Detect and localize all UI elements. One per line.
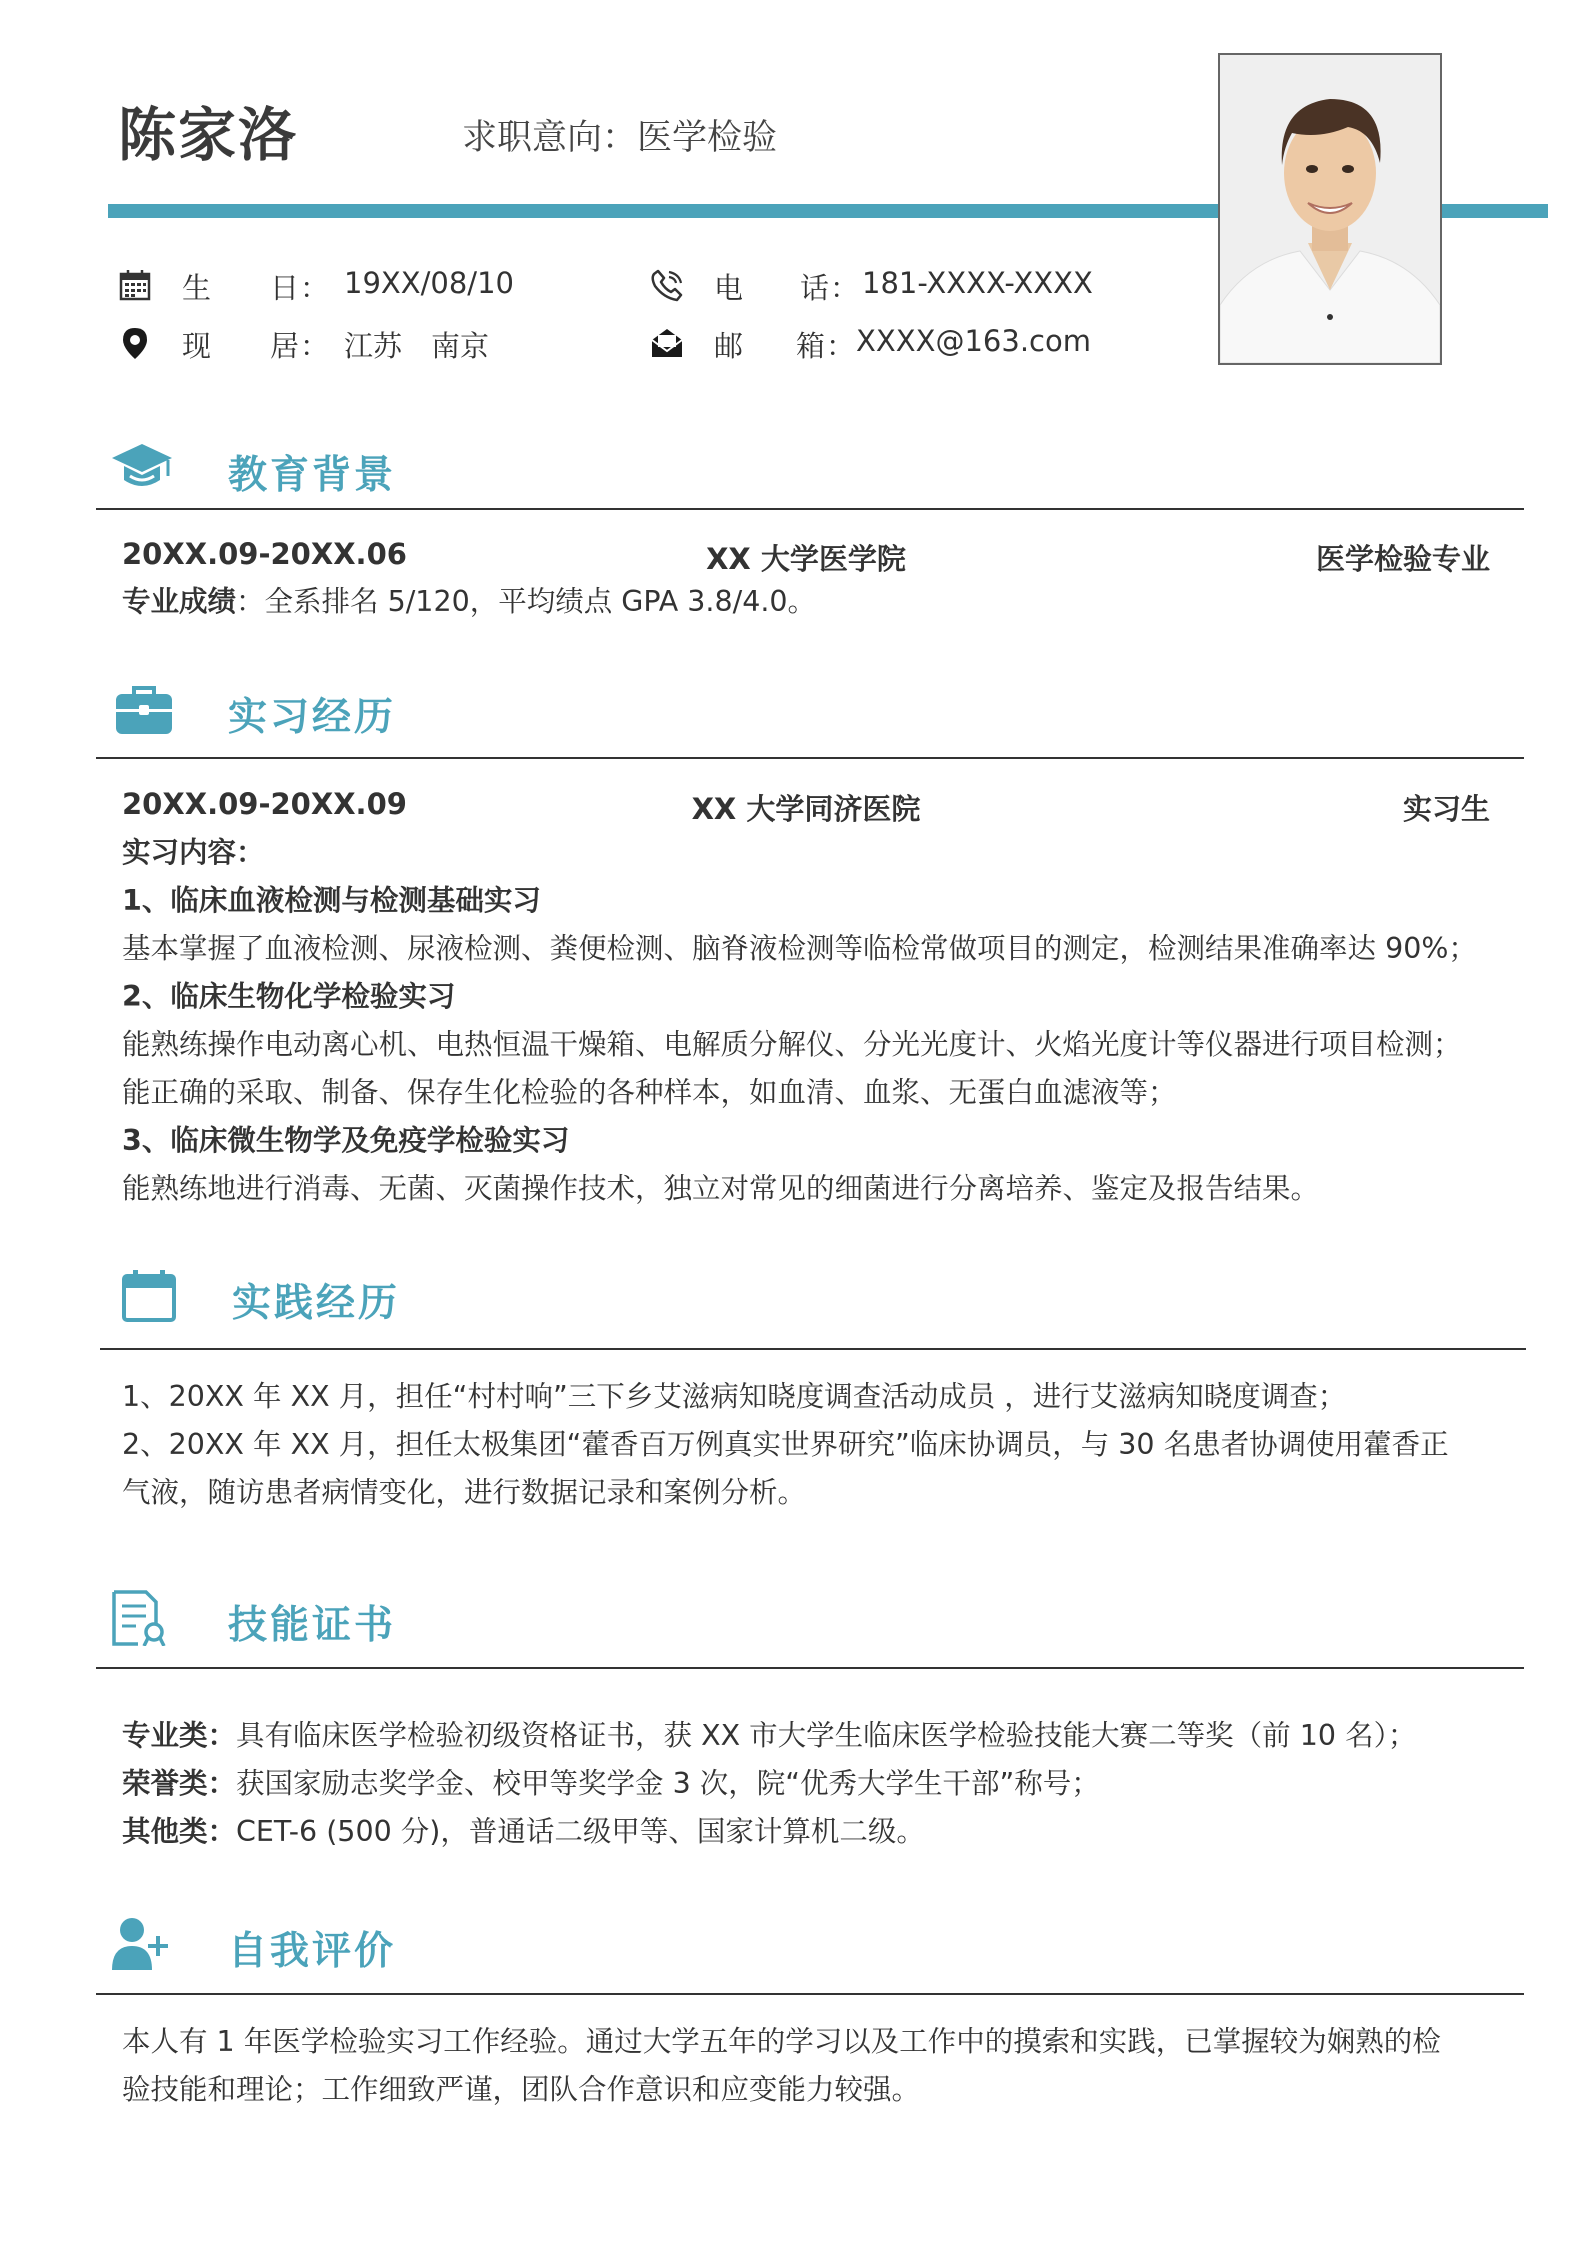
internship-item-heading: 1、临床血液检测与检测基础实习	[122, 884, 541, 917]
score-text: ：全系排名 5/120，平均绩点 GPA 3.8/4.0。	[236, 585, 817, 618]
email-colon: ：	[826, 329, 856, 363]
user-add-icon	[110, 1916, 174, 1972]
home-colon: ：	[300, 329, 330, 363]
skill-label: 荣誉类：	[122, 1767, 237, 1800]
self-eval-divider	[96, 1993, 1524, 1995]
email-row	[650, 324, 1210, 364]
graduation-cap-icon	[110, 440, 174, 496]
phone-colon: ：	[830, 271, 860, 305]
practice-line: 1、20XX 年 XX 月，担任“村村响”三下乡艾滋病知晓度调查活动成员 ，进行艾滋病知晓度调查；	[122, 1380, 1347, 1413]
skills-divider	[96, 1667, 1524, 1669]
internship-period: 20XX.09-20XX.09	[122, 787, 407, 821]
home-value: 江苏 南京	[344, 329, 490, 363]
email-label-2: 箱	[796, 329, 826, 363]
skill-item	[122, 1716, 1502, 1756]
skill-text: 获国家励志奖学金、校甲等奖学金 3 次，院“优秀大学生干部”称号；	[236, 1767, 1100, 1800]
education-divider	[96, 508, 1524, 510]
practice-line: 气液，随访患者病情变化，进行数据记录和案例分析。	[122, 1476, 807, 1509]
education-title: 教育背景	[228, 453, 397, 498]
internship-item-text: 能熟练操作电动离心机、电热恒温干燥箱、电解质分解仪、分光光度计、火焰光度计等仪器进行项目检测；	[122, 1028, 1462, 1061]
birth-value: 19XX/08/10	[344, 266, 514, 300]
birth-colon: ：	[300, 271, 330, 305]
education-school: XX 大学医学院	[706, 542, 906, 576]
self-eval-line: 验技能和理论；工作细致严谨，团队合作意识和应变能力较强。	[122, 2073, 921, 2106]
internship-title: 实习经历	[228, 695, 397, 740]
location-pin-icon	[118, 326, 152, 360]
skill-item	[122, 1812, 1502, 1852]
birth-row	[118, 266, 618, 306]
education-major: 医学检验专业	[1315, 542, 1490, 576]
practice-line: 2、20XX 年 XX 月，担任太极集团“藿香百万例真实世界研究”临床协调员，与 30 名患者协调使用藿香正	[122, 1428, 1449, 1461]
internship-item-text: 能正确的采取、制备、保存生化检验的各种样本，如血清、血浆、无蛋白血滤液等；	[122, 1076, 1177, 1109]
skill-text: CET-6 (500 分)，普通话二级甲等、国家计算机二级。	[236, 1815, 925, 1848]
internship-item-heading: 2、临床生物化学检验实习	[122, 980, 456, 1013]
email-value: XXXX@163.com	[856, 324, 1091, 358]
avatar	[1220, 55, 1440, 363]
education-score	[122, 582, 1502, 622]
home-label-1: 现	[182, 329, 212, 363]
phone-label-1: 电	[714, 271, 744, 305]
education-period: 20XX.09-20XX.06	[122, 537, 407, 571]
skill-label: 其他类：	[122, 1815, 237, 1848]
internship-role: 实习生	[1402, 792, 1490, 826]
skill-item	[122, 1764, 1502, 1804]
calendar-icon	[118, 268, 152, 302]
birth-label-2: 日	[270, 271, 300, 305]
briefcase-icon	[112, 682, 176, 738]
skill-label: 专业类：	[122, 1719, 237, 1752]
mail-icon	[650, 326, 684, 360]
birth-label-1: 生	[182, 271, 212, 305]
internship-row	[122, 787, 1490, 827]
skills-title: 技能证书	[228, 1603, 397, 1648]
profile-photo	[1218, 53, 1442, 365]
practice-title: 实践经历	[232, 1281, 401, 1326]
internship-item-heading: 3、临床微生物学及免疫学检验实习	[122, 1124, 570, 1157]
home-row	[118, 324, 618, 364]
calendar-section-icon	[118, 1268, 182, 1324]
internship-content-label: 实习内容：	[122, 836, 265, 869]
self-eval-line: 本人有 1 年医学检验实习工作经验。通过大学五年的学习以及工作中的摸索和实践，已掌握较为娴熟的检	[122, 2025, 1441, 2058]
education-row	[122, 537, 1490, 577]
email-label-1: 邮	[714, 329, 744, 363]
self-eval-title: 自我评价	[228, 1929, 397, 1974]
candidate-name: 陈家洛	[118, 101, 299, 169]
practice-divider	[100, 1348, 1526, 1350]
phone-row	[650, 266, 1210, 306]
phone-label-2: 话	[800, 271, 830, 305]
phone-value: 181-XXXX-XXXX	[862, 266, 1093, 300]
phone-icon	[650, 268, 684, 302]
job-intent: 求职意向：医学检验	[462, 118, 778, 158]
home-label-2: 居	[270, 329, 300, 363]
skill-text: 具有临床医学检验初级资格证书，获 XX 市大学生临床医学检验技能大赛二等奖（前 10 名）；	[236, 1719, 1417, 1752]
internship-divider	[96, 757, 1524, 759]
internship-item-text: 基本掌握了血液检测、尿液检测、粪便检测、脑脊液检测等临检常做项目的测定，检测结果准确率达 90%；	[122, 932, 1477, 965]
internship-item-text: 能熟练地进行消毒、无菌、灭菌操作技术，独立对常见的细菌进行分离培养、鉴定及报告结果。	[122, 1172, 1320, 1205]
score-label: 专业成绩	[122, 585, 237, 618]
certificate-icon	[108, 1590, 172, 1646]
internship-org: XX 大学同济医院	[691, 792, 921, 826]
